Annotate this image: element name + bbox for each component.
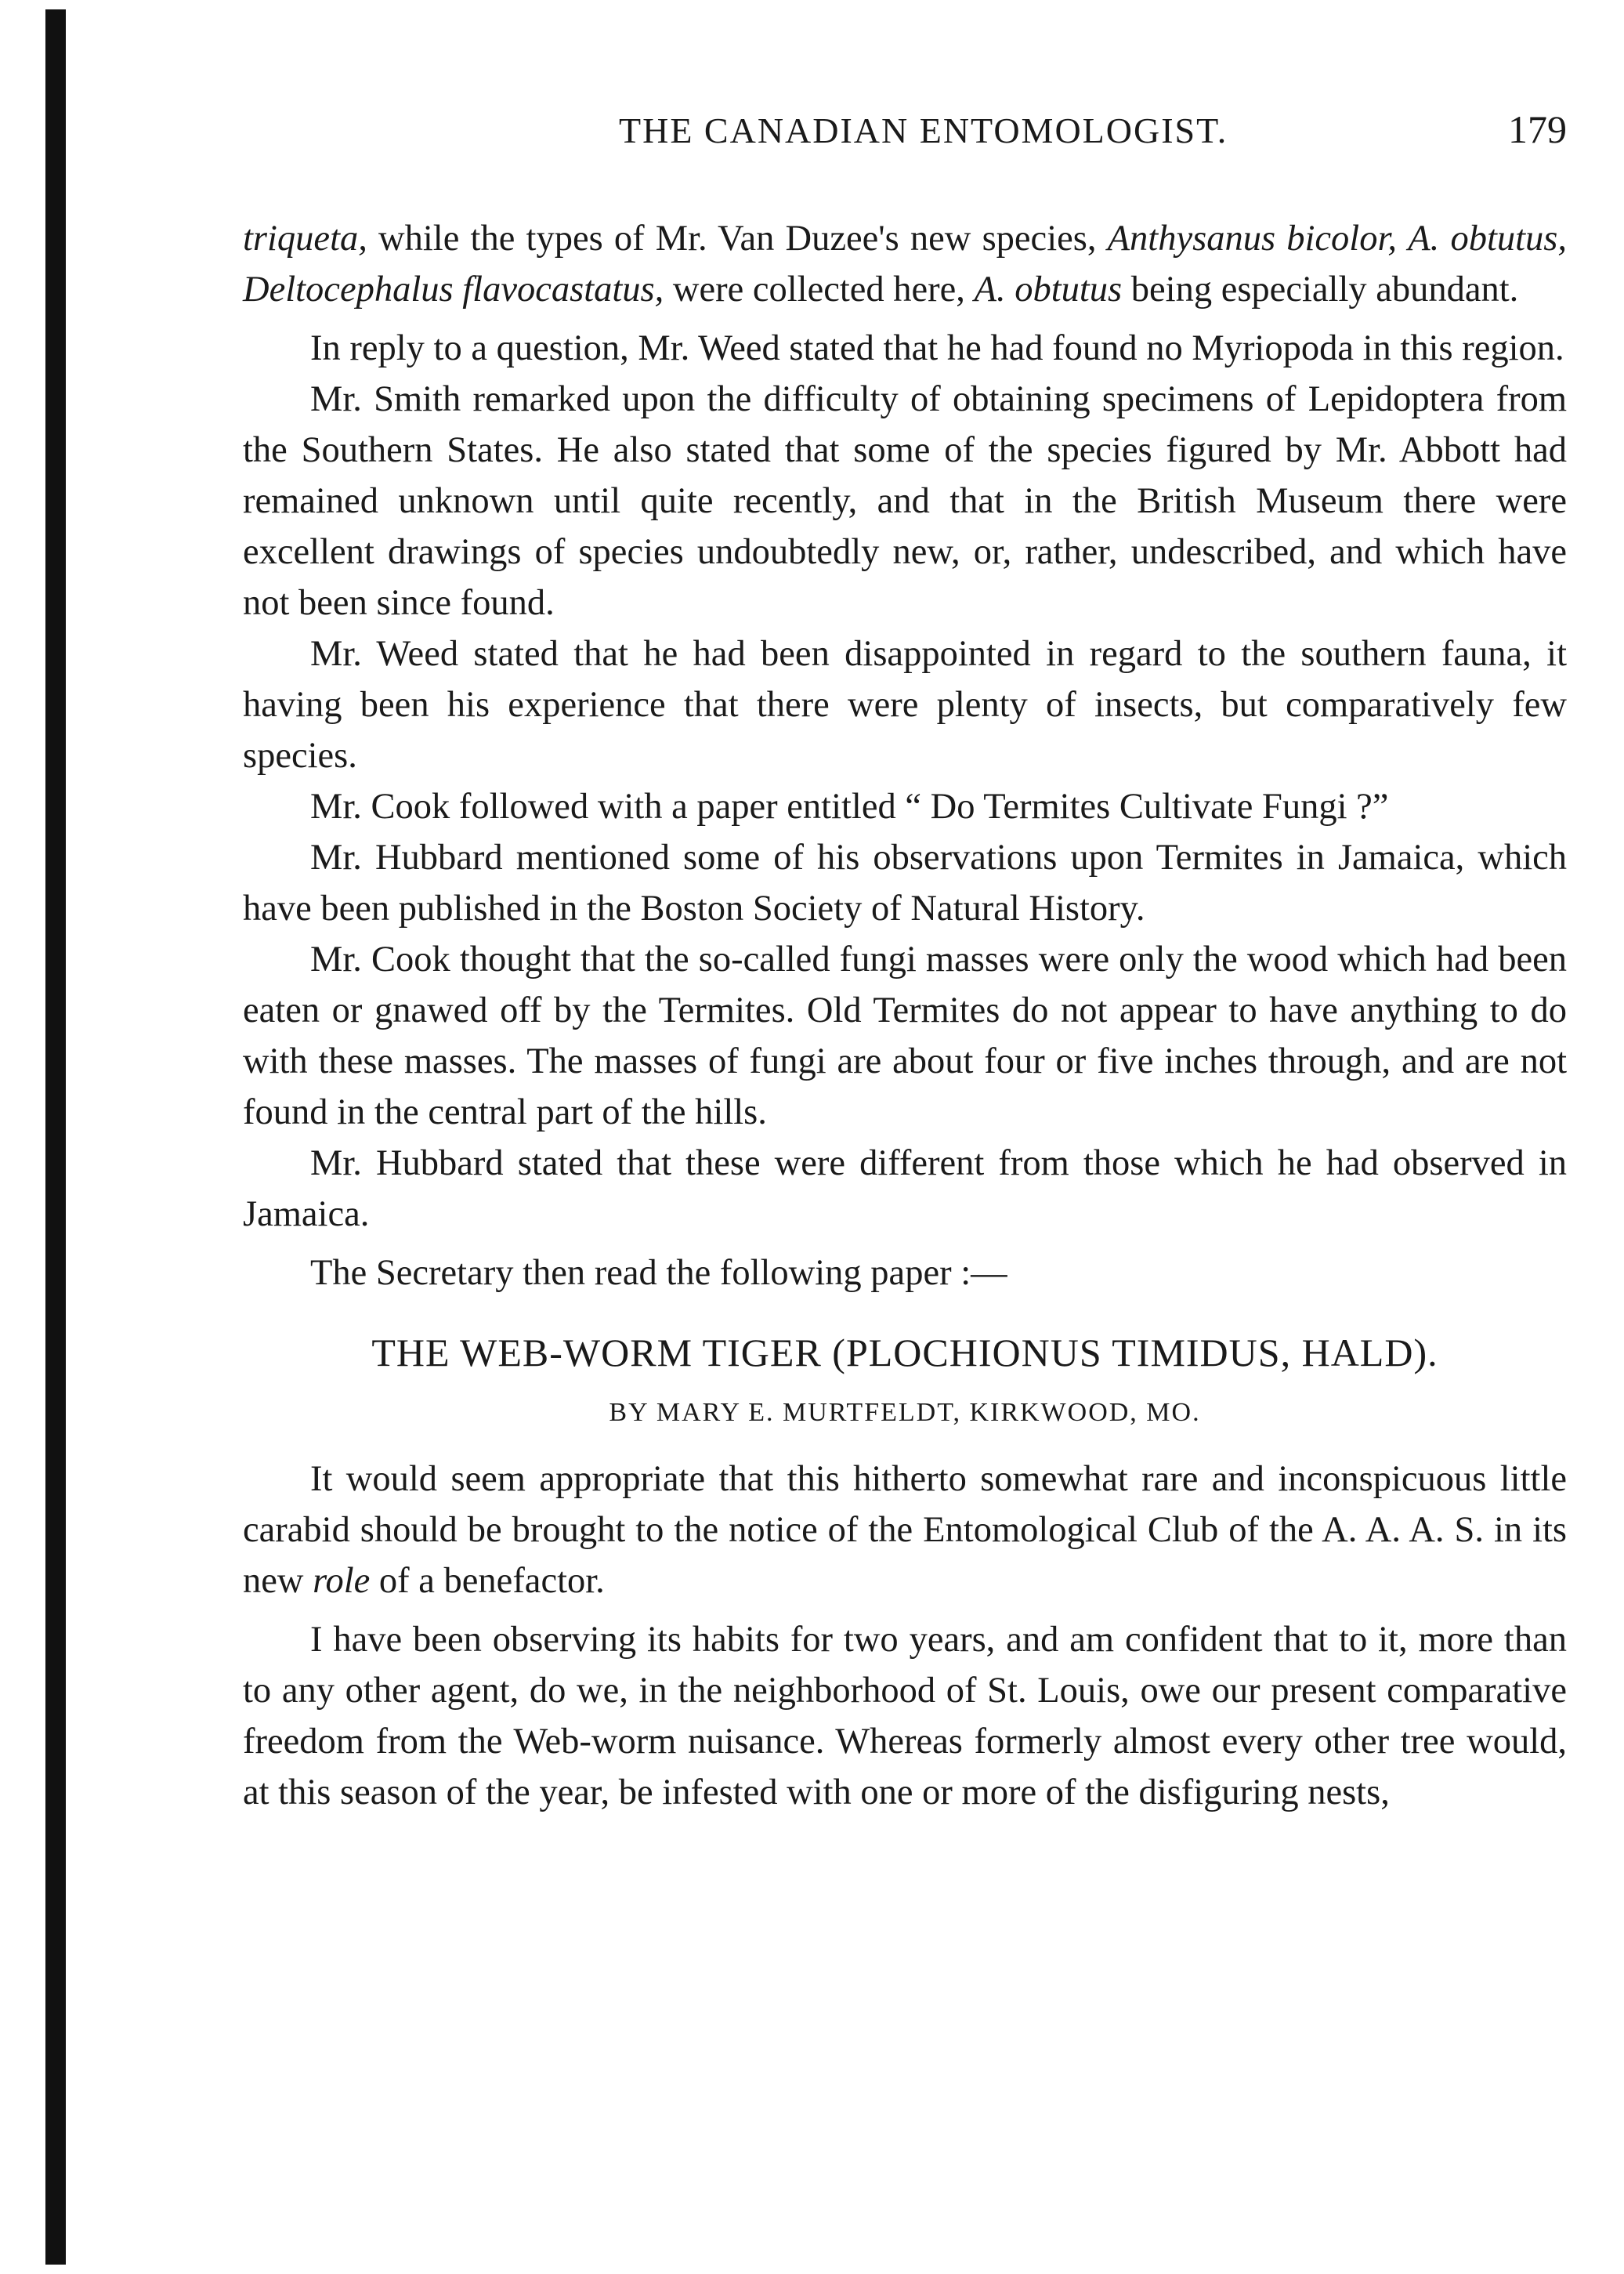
paragraph-smith-remarks: Mr. Smith remarked upon the difficulty of obtaining specimens of Lepidoptera from the Southern States. He also stated that some of the species figured by Mr. Abbott had remained unknown until quite recently, and that in the British Museum there were excellent drawings of species undoubtedly new, or, rather, undescribed, and which have not been since found. — [243, 379, 1567, 623]
journal-title: THE CANADIAN ENTOMOLOGIST. — [619, 110, 1228, 150]
running-head — [243, 107, 1567, 157]
page-binding-edge — [45, 9, 66, 2265]
article-byline: BY MARY E. MURTFELDT, KIRKWOOD, MO. — [609, 1398, 1201, 1427]
body-text — [243, 213, 1567, 1818]
paragraph-hubbard-jamaica: Mr. Hubbard stated that these were different from those which he had observed in Jamaica. — [243, 1143, 1567, 1234]
paragraph-weed-reply: In reply to a question, Mr. Weed stated that he had found no Myriopoda in this region. — [310, 328, 1564, 368]
paragraph-secretary: The Secretary then read the following paper :— — [310, 1253, 1007, 1293]
paragraph-continued: triqueta, while the types of Mr. Van Duzee's new species, Anthysanus bicolor, A. obtutus, Deltocephalus flavocastatus, were collected here, A. obtutus being especially abundant. — [243, 219, 1568, 310]
article-paragraph-intro: It would seem appropriate that this hitherto somewhat rare and inconspicuous little carabid should be brought to the notice of the Entomological Club of the A. A. A. S. in its new role of a benefactor. — [243, 1459, 1567, 1601]
article-paragraph-observations: I have been observing its habits for two years, and am confident that to it, more than to any other agent, do we, in the neighborhood of St. Louis, owe our present comparative freedom from the Web-worm nuisance. Whereas formerly almost every other tree would, at this season of the year, be infested with one or more of the disfiguring nests, — [243, 1620, 1567, 1812]
paragraph-cook-fungi: Mr. Cook thought that the so-called fungi masses were only the wood which had been eaten or gnawed off by the Termites. Old Termites do not appear to have anything to do with these masses. The masses of fungi are about four or five inches through, and are not found in the central part of the hills. — [243, 940, 1567, 1132]
paragraph-hubbard-termites: Mr. Hubbard mentioned some of his observations upon Termites in Jamaica, which have been published in the Boston Society of Natural History. — [243, 838, 1567, 929]
page-number: 179 — [1508, 107, 1567, 151]
paragraph-weed-southern-fauna: Mr. Weed stated that he had been disappointed in regard to the southern fauna, it having been his experience that there were plenty of insects, but comparatively few species. — [243, 634, 1567, 776]
article-title: THE WEB-WORM TIGER (PLOCHIONUS TIMIDUS, HALD). — [371, 1331, 1438, 1374]
paragraph-cook-paper: Mr. Cook followed with a paper entitled “ Do Termites Cultivate Fungi ?” — [310, 787, 1389, 827]
